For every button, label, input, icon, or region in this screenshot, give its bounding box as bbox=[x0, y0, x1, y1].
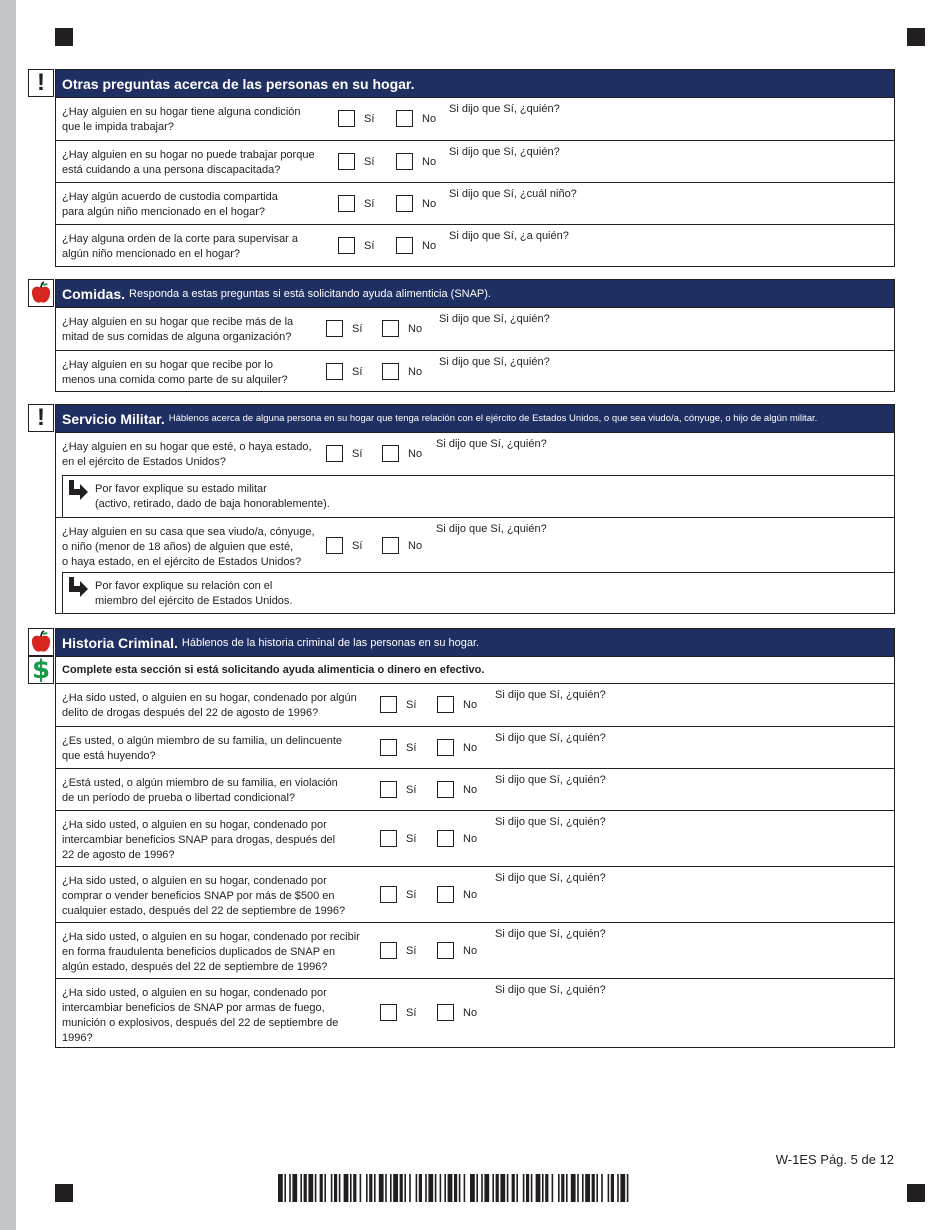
barcode-bar bbox=[435, 1174, 437, 1202]
who-field[interactable]: Si dijo que Sí, ¿quién? bbox=[495, 928, 606, 940]
barcode-bar bbox=[512, 1174, 515, 1202]
military-section-subtitle: Háblenos acerca de alguna persona en su hogar que tenga relación con el ejército de Estados Unidos, o que sea viudo/a, cónyuge, o hijo de algún militar. bbox=[168, 413, 818, 424]
barcode-bar bbox=[526, 1174, 529, 1202]
yes-option[interactable]: Sí bbox=[326, 320, 362, 337]
yes-checkbox[interactable] bbox=[380, 739, 397, 756]
question-text: ¿Ha sido usted, o alguien en su hogar, condenado por comprar o vender beneficios SNAP por más de $500 en cualquier estado, después del 22 de septiembre de 1996? bbox=[62, 875, 346, 917]
who-field[interactable]: Si dijo que Sí, ¿cuál niño? bbox=[449, 188, 577, 200]
barcode-bar bbox=[409, 1174, 411, 1202]
barcode-bar bbox=[585, 1174, 590, 1202]
question-text: ¿Hay algún acuerdo de custodia compartida para algún niño mencionado en el hogar? bbox=[62, 191, 278, 218]
no-option[interactable]: No bbox=[382, 537, 422, 554]
barcode-bar bbox=[592, 1174, 595, 1202]
no-checkbox[interactable] bbox=[382, 537, 399, 554]
who-field[interactable]: Si dijo que Sí, ¿quién? bbox=[449, 146, 560, 158]
question-row bbox=[56, 810, 894, 866]
military-section-header bbox=[56, 405, 894, 433]
barcode-bar bbox=[476, 1174, 478, 1202]
no-option[interactable]: No bbox=[396, 195, 436, 212]
page-gutter bbox=[0, 0, 16, 1230]
military-section-title: Servicio Militar. bbox=[62, 410, 165, 427]
barcode-bar bbox=[444, 1174, 446, 1202]
question-text: ¿Hay alguien en su hogar tiene alguna condición que le impida trabajar? bbox=[62, 106, 301, 133]
page-number: W-1ES Pág. 5 de 12 bbox=[775, 1152, 894, 1167]
who-field[interactable]: Si dijo que Sí, ¿quién? bbox=[495, 774, 606, 786]
question-row bbox=[56, 922, 894, 978]
meals-section-subtitle: Responda a estas preguntas si está solicitando ayuda alimenticia (SNAP). bbox=[129, 287, 491, 300]
no-checkbox[interactable] bbox=[437, 696, 454, 713]
apple-icon bbox=[28, 628, 54, 656]
yes-checkbox[interactable] bbox=[338, 153, 355, 170]
barcode-bar bbox=[448, 1174, 453, 1202]
no-checkbox[interactable] bbox=[396, 195, 413, 212]
yes-option[interactable]: Sí bbox=[338, 153, 374, 170]
question-row bbox=[56, 978, 894, 1047]
no-checkbox[interactable] bbox=[437, 739, 454, 756]
yes-option[interactable]: Sí bbox=[326, 363, 362, 380]
barcode-bar bbox=[344, 1174, 349, 1202]
question-text: ¿Ha sido usted, o alguien en su hogar, condenado por intercambiar beneficios SNAP para drogas, después del 22 de agosto de 1996? bbox=[62, 819, 336, 861]
barcode-bar bbox=[496, 1174, 499, 1202]
barcode-bar bbox=[292, 1174, 297, 1202]
question-row bbox=[56, 866, 894, 922]
question-text: ¿Es usted, o algún miembro de su familia, un delincuente que está huyendo? bbox=[62, 735, 343, 762]
yes-option[interactable]: Sí bbox=[380, 886, 416, 903]
barcode-bar bbox=[545, 1174, 548, 1202]
arrow-right-icon bbox=[67, 577, 89, 597]
no-checkbox[interactable] bbox=[396, 153, 413, 170]
meals-section-header bbox=[56, 280, 894, 308]
no-checkbox[interactable] bbox=[382, 320, 399, 337]
exclamation-icon: ! bbox=[28, 404, 54, 432]
no-checkbox[interactable] bbox=[382, 363, 399, 380]
no-option[interactable]: No bbox=[437, 739, 477, 756]
no-option[interactable]: No bbox=[396, 153, 436, 170]
no-option[interactable]: No bbox=[437, 781, 477, 798]
no-checkbox[interactable] bbox=[437, 781, 454, 798]
barcode-bar bbox=[484, 1174, 489, 1202]
barcode-bar bbox=[552, 1174, 554, 1202]
question-text: ¿Está usted, o algún miembro de su familia, en violación de un período de prueba o libertad condicional? bbox=[62, 777, 338, 804]
question-row bbox=[56, 350, 894, 391]
barcode-bar bbox=[620, 1174, 625, 1202]
barcode-bar bbox=[536, 1174, 541, 1202]
criminal-instruction: Complete esta sección si está solicitando ayuda alimenticia o dinero en efectivo. bbox=[56, 657, 894, 684]
barcode-bar bbox=[617, 1174, 619, 1202]
yes-checkbox[interactable] bbox=[338, 195, 355, 212]
dollar-icon: $ bbox=[28, 656, 54, 684]
barcode-bar bbox=[561, 1174, 564, 1202]
who-field[interactable]: Si dijo que Sí, ¿quién? bbox=[495, 872, 606, 884]
no-checkbox[interactable] bbox=[437, 886, 454, 903]
barcode-bar bbox=[419, 1174, 422, 1202]
yes-checkbox[interactable] bbox=[326, 320, 343, 337]
yes-checkbox[interactable] bbox=[380, 1004, 397, 1021]
yes-option[interactable]: Sí bbox=[338, 110, 374, 127]
barcode-bar bbox=[464, 1174, 466, 1202]
barcode-bar bbox=[331, 1174, 333, 1202]
question-text: ¿Hay alguna orden de la corte para supervisar a algún niño mencionado en el hogar? bbox=[62, 233, 299, 260]
barcode-bar bbox=[320, 1174, 323, 1202]
no-option[interactable]: No bbox=[396, 110, 436, 127]
barcode-bar bbox=[339, 1174, 341, 1202]
barcode bbox=[278, 1174, 630, 1202]
no-checkbox[interactable] bbox=[437, 830, 454, 847]
no-option[interactable]: No bbox=[437, 942, 477, 959]
no-option[interactable]: No bbox=[437, 886, 477, 903]
barcode-bar bbox=[308, 1174, 313, 1202]
barcode-bar bbox=[366, 1174, 368, 1202]
registration-mark-top-left bbox=[55, 28, 73, 46]
barcode-bar bbox=[523, 1174, 525, 1202]
military-section bbox=[55, 404, 895, 614]
barcode-bar bbox=[608, 1174, 610, 1202]
who-field[interactable]: Si dijo que Sí, ¿quién? bbox=[495, 984, 606, 996]
who-field[interactable]: Si dijo que Sí, ¿a quién? bbox=[449, 230, 569, 242]
barcode-bar bbox=[350, 1174, 352, 1202]
barcode-bar bbox=[315, 1174, 317, 1202]
no-option[interactable]: No bbox=[396, 237, 436, 254]
registration-mark-bottom-right bbox=[907, 1184, 925, 1202]
barcode-bar bbox=[369, 1174, 372, 1202]
barcode-bar bbox=[566, 1174, 568, 1202]
yes-checkbox[interactable] bbox=[338, 237, 355, 254]
no-checkbox[interactable] bbox=[437, 1004, 454, 1021]
registration-mark-bottom-left bbox=[55, 1184, 73, 1202]
military-status-note[interactable] bbox=[62, 475, 894, 517]
barcode-bar bbox=[334, 1174, 337, 1202]
no-checkbox[interactable] bbox=[396, 237, 413, 254]
no-checkbox[interactable] bbox=[396, 110, 413, 127]
no-option[interactable]: No bbox=[437, 696, 477, 713]
question-row bbox=[56, 433, 894, 475]
yes-checkbox[interactable] bbox=[380, 781, 397, 798]
yes-option[interactable]: Sí bbox=[338, 195, 374, 212]
who-field[interactable]: Si dijo que Sí, ¿quién? bbox=[495, 689, 606, 701]
yes-option[interactable]: Sí bbox=[380, 781, 416, 798]
yes-option[interactable]: Sí bbox=[380, 1004, 416, 1021]
criminal-section-header bbox=[56, 629, 894, 657]
question-text: ¿Hay alguien en su casa que sea viudo/a, cónyuge, o niño (menor de 18 años) de alguien que esté, o haya estado, en el ejército de Estados Unidos? bbox=[62, 526, 315, 568]
yes-checkbox[interactable] bbox=[326, 537, 343, 554]
barcode-bar bbox=[470, 1174, 475, 1202]
yes-option[interactable]: Sí bbox=[380, 942, 416, 959]
barcode-bar bbox=[577, 1174, 579, 1202]
barcode-bar bbox=[601, 1174, 603, 1202]
no-checkbox[interactable] bbox=[382, 445, 399, 462]
barcode-bar bbox=[353, 1174, 356, 1202]
barcode-bar bbox=[571, 1174, 576, 1202]
who-field[interactable]: Si dijo que Sí, ¿quién? bbox=[449, 103, 560, 115]
question-text: ¿Hay alguien en su hogar que recibe más de la mitad de sus comidas de alguna organización? bbox=[62, 316, 294, 343]
yes-option[interactable]: Sí bbox=[338, 237, 374, 254]
barcode-bar bbox=[379, 1174, 384, 1202]
barcode-bar bbox=[300, 1174, 302, 1202]
yes-option[interactable]: Sí bbox=[380, 739, 416, 756]
question-row bbox=[56, 308, 894, 350]
question-text: ¿Ha sido usted, o alguien en su hogar, condenado por intercambiar beneficios de SNAP por armas de fuego, munición o explosivos, después del 22 de septiembre de 1996? bbox=[62, 987, 339, 1044]
yes-option[interactable]: Sí bbox=[380, 830, 416, 847]
who-field[interactable]: Si dijo que Sí, ¿quién? bbox=[439, 313, 550, 325]
yes-checkbox[interactable] bbox=[338, 110, 355, 127]
no-option[interactable]: No bbox=[382, 363, 422, 380]
barcode-bar bbox=[278, 1174, 283, 1202]
question-row bbox=[56, 182, 894, 224]
barcode-bar bbox=[385, 1174, 387, 1202]
barcode-bar bbox=[500, 1174, 505, 1202]
yes-checkbox[interactable] bbox=[326, 445, 343, 462]
no-option[interactable]: No bbox=[437, 830, 477, 847]
question-row bbox=[56, 98, 894, 140]
barcode-bar bbox=[507, 1174, 509, 1202]
criminal-section bbox=[55, 628, 895, 1048]
barcode-bar bbox=[393, 1174, 398, 1202]
question-row bbox=[56, 224, 894, 266]
yes-checkbox[interactable] bbox=[380, 696, 397, 713]
note-text: Por favor explique su relación con el miembro del ejército de Estados Unidos. bbox=[95, 580, 293, 607]
question-text: ¿Hay alguien en su hogar que esté, o haya estado, en el ejército de Estados Unidos? bbox=[62, 441, 312, 468]
yes-option[interactable]: Sí bbox=[326, 537, 362, 554]
barcode-bar bbox=[542, 1174, 544, 1202]
who-field[interactable]: Si dijo que Sí, ¿quién? bbox=[436, 523, 547, 535]
question-row bbox=[56, 726, 894, 768]
barcode-bar bbox=[459, 1174, 461, 1202]
barcode-bar bbox=[400, 1174, 403, 1202]
who-field[interactable]: Si dijo que Sí, ¿quién? bbox=[439, 356, 550, 368]
note-text: Por favor explique su estado militar (activo, retirado, dado de baja honorablemente). bbox=[95, 483, 330, 510]
yes-option[interactable]: Sí bbox=[380, 696, 416, 713]
barcode-bar bbox=[289, 1174, 291, 1202]
question-row bbox=[56, 517, 894, 572]
who-field[interactable]: Si dijo que Sí, ¿quién? bbox=[495, 732, 606, 744]
no-checkbox[interactable] bbox=[437, 942, 454, 959]
barcode-bar bbox=[416, 1174, 418, 1202]
question-text: ¿Hay alguien en su hogar no puede trabajar porque está cuidando a una persona discapacitada? bbox=[62, 149, 315, 176]
barcode-bar bbox=[558, 1174, 560, 1202]
barcode-bar bbox=[596, 1174, 598, 1202]
barcode-bar bbox=[611, 1174, 614, 1202]
barcode-bar bbox=[360, 1174, 362, 1202]
no-option[interactable]: No bbox=[382, 445, 422, 462]
barcode-bar bbox=[440, 1174, 442, 1202]
yes-checkbox[interactable] bbox=[380, 886, 397, 903]
meals-section bbox=[55, 279, 895, 392]
meals-section-title: Comidas. bbox=[62, 285, 126, 302]
yes-option[interactable]: Sí bbox=[326, 445, 362, 462]
barcode-bar bbox=[374, 1174, 376, 1202]
barcode-bar bbox=[627, 1174, 629, 1202]
barcode-bar bbox=[454, 1174, 457, 1202]
household-section-header bbox=[56, 70, 894, 98]
barcode-bar bbox=[516, 1174, 518, 1202]
barcode-bar bbox=[390, 1174, 392, 1202]
question-text: ¿Hay alguien en su hogar que recibe por lo menos una comida como parte de su alquiler? bbox=[62, 359, 288, 386]
question-row bbox=[56, 684, 894, 726]
who-field[interactable]: Si dijo que Sí, ¿quién? bbox=[495, 816, 606, 828]
no-option[interactable]: No bbox=[382, 320, 422, 337]
exclamation-icon: ! bbox=[28, 69, 54, 97]
yes-checkbox[interactable] bbox=[326, 363, 343, 380]
barcode-bar bbox=[531, 1174, 533, 1202]
yes-checkbox[interactable] bbox=[380, 830, 397, 847]
question-text: ¿Ha sido usted, o alguien en su hogar, condenado por algún delito de drogas después del 22 de agosto de 1996? bbox=[62, 692, 357, 719]
barcode-bar bbox=[492, 1174, 494, 1202]
barcode-bar bbox=[425, 1174, 427, 1202]
apple-icon bbox=[28, 279, 54, 307]
barcode-bar bbox=[324, 1174, 326, 1202]
question-row bbox=[56, 768, 894, 810]
barcode-bar bbox=[481, 1174, 483, 1202]
barcode-bar bbox=[284, 1174, 286, 1202]
arrow-right-icon bbox=[67, 480, 89, 500]
yes-checkbox[interactable] bbox=[380, 942, 397, 959]
military-relation-note[interactable] bbox=[62, 572, 894, 613]
barcode-bar bbox=[582, 1174, 584, 1202]
barcode-bar bbox=[428, 1174, 433, 1202]
barcode-bar bbox=[304, 1174, 307, 1202]
no-option[interactable]: No bbox=[437, 1004, 477, 1021]
criminal-section-title: Historia Criminal. bbox=[62, 634, 178, 651]
barcode-bar bbox=[404, 1174, 406, 1202]
who-field[interactable]: Si dijo que Sí, ¿quién? bbox=[436, 438, 547, 450]
household-section-title: Otras preguntas acerca de las personas en su hogar. bbox=[62, 75, 415, 92]
question-row bbox=[56, 140, 894, 182]
registration-mark-top-right bbox=[907, 28, 925, 46]
household-section bbox=[55, 69, 895, 267]
criminal-section-subtitle: Háblenos de la historia criminal de las personas en su hogar. bbox=[181, 636, 480, 649]
question-text: ¿Ha sido usted, o alguien en su hogar, condenado por recibir en forma fraudulenta beneficios duplicados de SNAP en algún estado, después del 22 de septiembre de 1996? bbox=[62, 931, 360, 973]
